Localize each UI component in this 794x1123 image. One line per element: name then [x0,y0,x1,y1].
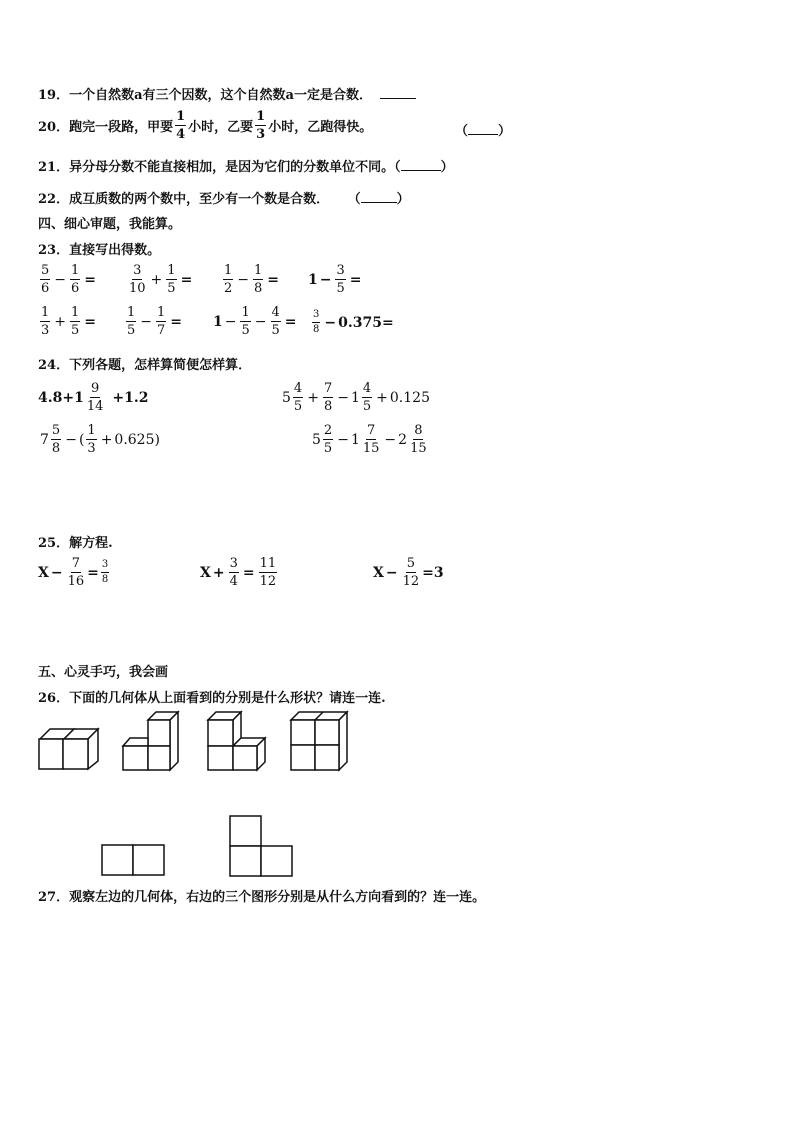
question-text: 解方程. [69,536,113,551]
expr-23-1: $\frac{5}{6}$ − $\frac{1}{6}$ = [41,263,97,296]
expr-23-2: $\frac{3}{10}$ + $\frac{1}{5}$ = [129,263,193,296]
answer-blank[interactable] [361,190,397,203]
expr-23-5: $\frac{1}{3}$ + $\frac{1}{5}$ = [41,305,97,338]
section-4-heading: 四、细心审题，我能算。 [38,217,182,232]
equation-25-2: X + $\frac{3}{4}$ = $\frac{11}{12}$ [200,556,277,589]
question-number: 23． [38,243,70,258]
equation-25-1: X − $\frac{7}{16}$ = $\frac{3}{8}$ [38,556,109,589]
question-text: 一个自然数a有三个因数，这个自然数a一定是合数． [69,88,372,103]
question-number: 26． [38,691,70,706]
expr-23-7: 1 − $\frac{1}{5}$ − $\frac{4}{5}$ = [213,305,297,338]
question-text: 直接写出得数。 [69,243,161,258]
cube-solid-1[interactable] [36,727,100,771]
question-number: 19． [38,88,70,103]
cube-solid-3[interactable] [205,710,269,772]
question-text: 观察左边的几何体，右边的三个图形分别是从什么方向看到的？连一连。 [69,890,486,905]
question-22: 22．成互质数的两个数中，至少有一个数是合数． （ ） [38,192,410,207]
question-text-1: 跑完一段路，甲要 [69,120,174,135]
section-5-heading: 五、心灵手巧，我会画 [38,665,169,680]
expr-23-4: 1 − $\frac{3}{5}$ = [308,263,362,296]
question-text-2: 小时，乙要 [188,120,254,135]
expr-23-6: $\frac{1}{5}$ − $\frac{1}{7}$ = [127,305,183,338]
question-number: 27． [38,890,70,905]
question-number: 25． [38,536,70,551]
cube-solid-4[interactable] [289,710,353,772]
answer-blank[interactable] [380,86,416,99]
question-24 [38,354,251,373]
question-26 [38,687,386,706]
question-20 [38,110,372,141]
question-19 [38,84,416,103]
top-view-two-squares[interactable] [100,843,166,877]
question-text-3: 小时，乙跑得快。 [268,120,373,135]
fraction: $\frac{1}{4}$ [176,109,186,142]
cube-solid-2[interactable] [120,710,186,772]
expr-23-8: $\frac{3}{8}$ − 0.375 = [313,309,394,335]
question-number: 20． [38,120,70,135]
expr-24-1: 4.8+1 $\frac{9}{14}$ +1.2 [38,381,149,414]
question-number: 24． [38,358,70,373]
question-text: 下面的几何体从上面看到的分别是什么形状？请连一连. [69,691,386,706]
top-view-l-shape[interactable] [228,814,294,878]
question-25 [38,532,113,551]
question-number: 22． [38,192,70,207]
question-text: 异分母分数不能直接相加，是因为它们的分数单位不同。 [69,160,395,175]
equation-25-3: X − $\frac{5}{12}$ = 3 [373,556,444,589]
question-text: 下列各题，怎样算简便怎样算． [69,358,252,373]
question-text: 成互质数的两个数中，至少有一个数是合数． [69,192,330,207]
question-21: 21．异分母分数不能直接相加，是因为它们的分数单位不同。（ ） [38,160,454,175]
expr-24-3: 7 $\frac{5}{8}$ − ( $\frac{1}{3}$ + 0.625 ) [40,423,160,456]
question-number: 21． [38,160,70,175]
expr-24-2: 5 $\frac{4}{5}$ + $\frac{7}{8}$ − 1 $\frac{4}{5}$ + 0.125 [282,381,430,414]
fraction: $\frac{1}{3}$ [256,109,266,142]
answer-blank[interactable] [401,158,441,171]
question-27 [38,886,485,905]
expr-23-3: $\frac{1}{2}$ − $\frac{1}{8}$ = [224,263,280,296]
answer-paren[interactable]: （ ） [455,124,512,139]
question-23 [38,239,160,258]
expr-24-4: 5 $\frac{2}{5}$ − 1 $\frac{7}{15}$ − 2 $\frac{8}{15}$ [312,423,427,456]
